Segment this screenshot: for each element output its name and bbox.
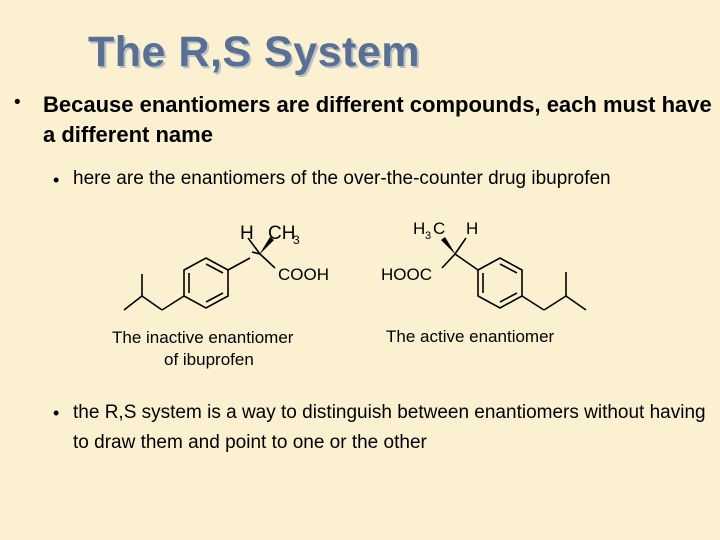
sub-bullet-text-ibuprofen: here are the enantiomers of the over-the-counter drug ibuprofen [73,168,611,189]
inactive-h-label: H [240,223,254,244]
sub-bullet-text-rs-system: the R,S system is a way to distinguish between enantiomers without having to draw them and point to one or the other [73,402,706,453]
active-enantiomer-structure [442,238,586,310]
inactive-cooh-label: COOH [278,265,329,284]
active-hooc-label: HOOC [381,265,432,284]
bullet-text-enantiomers: Because enantiomers are different compounds, each must have a different name [43,92,712,147]
inactive-enantiomer-structure [124,238,275,310]
sub-bullet-marker: • [53,170,60,190]
wedge-bond-icon [441,237,456,255]
inactive-sub3-label: 3 [293,233,300,247]
active-h-label: H [413,219,426,238]
bullet-marker: • [14,92,21,113]
active-c-label: C [433,219,446,238]
active-h2-label: H [466,219,479,238]
slide-title: The R,S System [88,28,420,76]
caption-active-enantiomer: The active enantiomer [386,327,555,346]
caption-inactive-enantiomer [112,327,372,371]
active-sub3-label: 3 [425,230,432,242]
sub-bullet-marker: • [53,403,60,423]
caption-inactive-line2: of ibuprofen [164,350,254,369]
inactive-ch-label: CH [268,223,296,244]
caption-inactive-line1: The inactive enantiomer [112,328,294,347]
